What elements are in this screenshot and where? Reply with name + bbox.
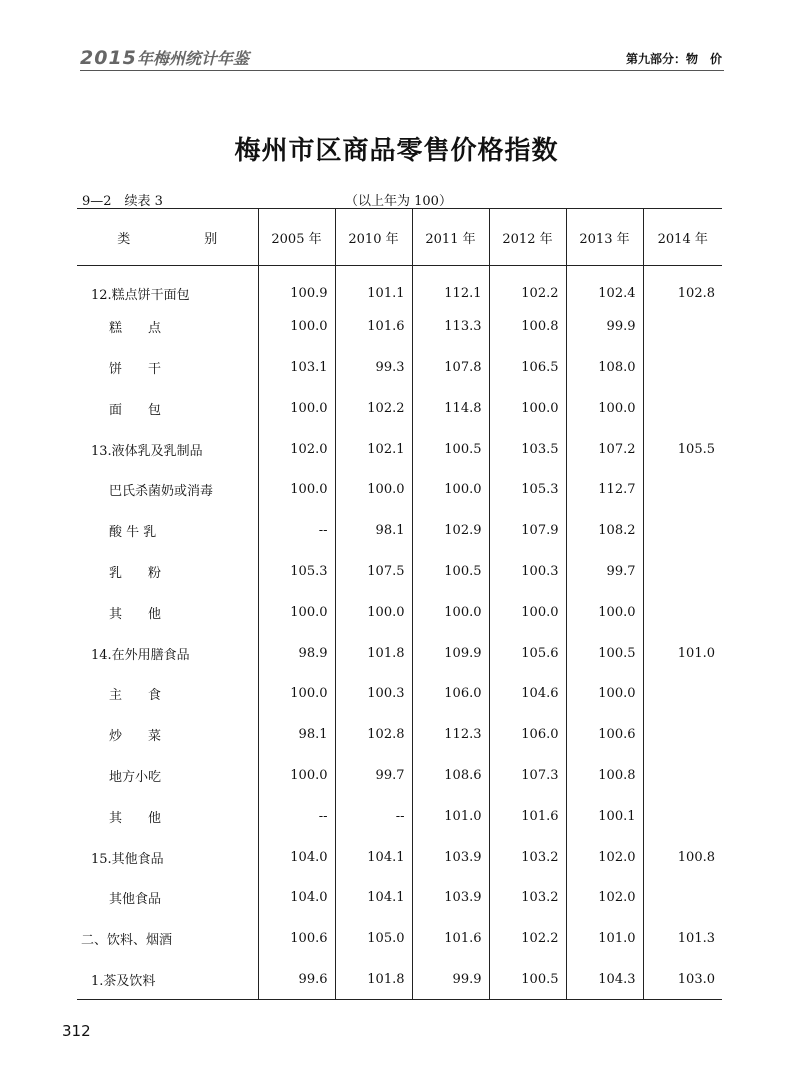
table-cell: [643, 755, 722, 796]
table-cell: 100.3: [335, 673, 412, 714]
table-cell: [643, 551, 722, 592]
row-label: 14.在外用膳食品: [91, 647, 190, 663]
table-cell: 100.0: [258, 755, 335, 796]
table-row: [77, 837, 722, 878]
table-cell: 105.6: [489, 633, 566, 674]
column-header-2014: 2014 年: [643, 209, 722, 266]
table-cell: 100.6: [258, 918, 335, 959]
column-header-2012: 2012 年: [489, 209, 566, 266]
table-cell: 102.8: [643, 266, 722, 307]
row-label: 13.液体乳及乳制品: [91, 443, 203, 459]
row-label: 其 他: [109, 810, 162, 826]
table-cell: 99.6: [258, 959, 335, 1000]
table-cell: 103.2: [489, 877, 566, 918]
table-cell: 105.3: [258, 551, 335, 592]
table-cell: 104.1: [335, 877, 412, 918]
table-cell: 102.9: [412, 510, 489, 551]
table-row: [77, 633, 722, 674]
table-cell: 102.0: [566, 837, 643, 878]
table-cell: 112.3: [412, 714, 489, 755]
table-cell: [643, 306, 722, 347]
table-header-row: [77, 209, 722, 266]
table-cell: 102.2: [489, 918, 566, 959]
table-cell: 104.6: [489, 673, 566, 714]
table-cell: 100.0: [566, 673, 643, 714]
table-cell: 98.1: [335, 510, 412, 551]
table-cell: 101.8: [335, 633, 412, 674]
table-cell: 102.4: [566, 266, 643, 307]
row-label: 地方小吃: [109, 769, 162, 785]
table-cell: --: [258, 796, 335, 837]
table-cell: 99.3: [335, 347, 412, 388]
table-cell: 102.0: [566, 877, 643, 918]
table-cell: 101.6: [489, 796, 566, 837]
table-cell: 109.9: [412, 633, 489, 674]
column-header-2013: 2013 年: [566, 209, 643, 266]
table-cell: [643, 592, 722, 633]
column-header-2011: 2011 年: [412, 209, 489, 266]
table-cell: 103.2: [489, 837, 566, 878]
table-cell: 104.1: [335, 837, 412, 878]
table-row: [77, 429, 722, 470]
table-cell: 100.9: [258, 266, 335, 307]
table-row: [77, 796, 722, 837]
table-row: [77, 510, 722, 551]
table-cell: [643, 469, 722, 510]
column-header-2005: 2005 年: [258, 209, 335, 266]
table-cell: [643, 510, 722, 551]
table-cell: 107.5: [335, 551, 412, 592]
row-label: 炒 菜: [109, 729, 162, 745]
table-cell: 106.0: [489, 714, 566, 755]
table-cell: 100.5: [566, 633, 643, 674]
table-cell: 100.1: [566, 796, 643, 837]
table-cell: 100.8: [643, 837, 722, 878]
table-cell: 105.3: [489, 469, 566, 510]
table-cell: 100.5: [489, 959, 566, 1000]
table-cell: [643, 714, 722, 755]
table-cell: 107.9: [489, 510, 566, 551]
table-cell: 100.0: [412, 469, 489, 510]
table-cell: 100.5: [412, 429, 489, 470]
table-cell: 103.1: [258, 347, 335, 388]
table-cell: 103.9: [412, 837, 489, 878]
table-row: [77, 673, 722, 714]
table-cell: 102.8: [335, 714, 412, 755]
table-cell: [643, 796, 722, 837]
table-row: [77, 877, 722, 918]
table-cell: 103.9: [412, 877, 489, 918]
book-title-year: 2015: [80, 47, 137, 69]
table-row: [77, 918, 722, 959]
row-label: 酸 牛 乳: [109, 525, 157, 541]
row-label: 主 食: [109, 688, 162, 704]
table-cell: 102.0: [258, 429, 335, 470]
table-cell: 104.3: [566, 959, 643, 1000]
row-label: 糕 点: [109, 321, 162, 337]
row-label: 15.其他食品: [91, 851, 164, 867]
table-row: [77, 388, 722, 429]
row-label: 其 他: [109, 606, 162, 622]
table-cell: [643, 388, 722, 429]
row-label: 二、饮料、烟酒: [81, 933, 173, 949]
table-cell: 106.0: [412, 673, 489, 714]
table-cell: 112.7: [566, 469, 643, 510]
table-row: [77, 714, 722, 755]
table-cell: [643, 347, 722, 388]
table-cell: 104.0: [258, 877, 335, 918]
table-cell: 98.1: [258, 714, 335, 755]
table-cell: 100.3: [489, 551, 566, 592]
section-label: 第九部分：物 价: [625, 52, 722, 66]
table-cell: 100.0: [258, 673, 335, 714]
table-cell: 102.2: [335, 388, 412, 429]
table-cell: 102.2: [489, 266, 566, 307]
table-cell: 107.2: [566, 429, 643, 470]
table-row: [77, 347, 722, 388]
table-cell: 100.0: [258, 469, 335, 510]
book-title-text: 年梅州统计年鉴: [136, 49, 249, 68]
table-cell: 103.0: [643, 959, 722, 1000]
book-title: [80, 46, 249, 69]
table-cell: 104.0: [258, 837, 335, 878]
table-cell: 103.5: [489, 429, 566, 470]
table-cell: 113.3: [412, 306, 489, 347]
table-cell: 100.0: [258, 388, 335, 429]
table-cell: 108.6: [412, 755, 489, 796]
row-label: 面 包: [109, 402, 162, 418]
table-cell: 99.9: [566, 306, 643, 347]
table-cell: 101.8: [335, 959, 412, 1000]
table-row: [77, 551, 722, 592]
table-cell: 100.0: [566, 592, 643, 633]
row-label: 其他食品: [109, 892, 162, 908]
table-cell: 99.7: [335, 755, 412, 796]
table-body: [77, 266, 722, 1000]
page-title: 梅州市区商品零售价格指数: [234, 136, 559, 166]
table-number: 9—2 续表 3: [82, 194, 163, 209]
table-cell: 101.0: [643, 633, 722, 674]
row-label: 乳 粉: [109, 565, 162, 581]
table-cell: 100.0: [412, 592, 489, 633]
table-row: [77, 469, 722, 510]
table-base-note: （以上年为 100）: [345, 194, 452, 209]
column-header-2010: 2010 年: [335, 209, 412, 266]
table-cell: 100.8: [566, 755, 643, 796]
table-cell: 105.5: [643, 429, 722, 470]
table-cell: 108.2: [566, 510, 643, 551]
table-cell: 101.0: [412, 796, 489, 837]
table-cell: 100.5: [412, 551, 489, 592]
row-label: 1.茶及饮料: [77, 959, 258, 1000]
table-cell: 100.0: [335, 592, 412, 633]
table-cell: [643, 877, 722, 918]
table-cell: 108.0: [566, 347, 643, 388]
row-label: 饼 干: [109, 361, 162, 377]
table-cell: 100.0: [258, 592, 335, 633]
table-cell: 99.9: [412, 959, 489, 1000]
column-header-category: 类 别: [77, 209, 258, 266]
table-cell: [643, 673, 722, 714]
table-cell: 101.6: [335, 306, 412, 347]
table-cell: 99.7: [566, 551, 643, 592]
table-cell: 114.8: [412, 388, 489, 429]
table-row: [77, 959, 722, 1000]
table-cell: 101.1: [335, 266, 412, 307]
table-cell: 101.3: [643, 918, 722, 959]
table-cell: 100.6: [566, 714, 643, 755]
table-row: [77, 306, 722, 347]
table-cell: 107.8: [412, 347, 489, 388]
table-cell: 101.0: [566, 918, 643, 959]
table-cell: 107.3: [489, 755, 566, 796]
table-row: [77, 266, 722, 307]
table-cell: 112.1: [412, 266, 489, 307]
table-cell: 100.0: [258, 306, 335, 347]
table-cell: 98.9: [258, 633, 335, 674]
table-row: [77, 592, 722, 633]
table-row: [77, 755, 722, 796]
row-label: 巴氏杀菌奶或消毒: [109, 484, 214, 500]
table-cell: 100.0: [489, 592, 566, 633]
table-cell: 101.6: [412, 918, 489, 959]
table-cell: --: [335, 796, 412, 837]
table-cell: 105.0: [335, 918, 412, 959]
running-header: [80, 44, 724, 71]
row-label: 12.糕点饼干面包: [91, 287, 190, 303]
table-cell: 100.0: [489, 388, 566, 429]
table-cell: 106.5: [489, 347, 566, 388]
table-cell: 100.0: [335, 469, 412, 510]
table-cell: --: [258, 510, 335, 551]
table-cell: 100.8: [489, 306, 566, 347]
price-index-table: [77, 208, 722, 1000]
table-cell: 100.0: [566, 388, 643, 429]
table-cell: 102.1: [335, 429, 412, 470]
page-number: 312: [62, 1022, 91, 1040]
